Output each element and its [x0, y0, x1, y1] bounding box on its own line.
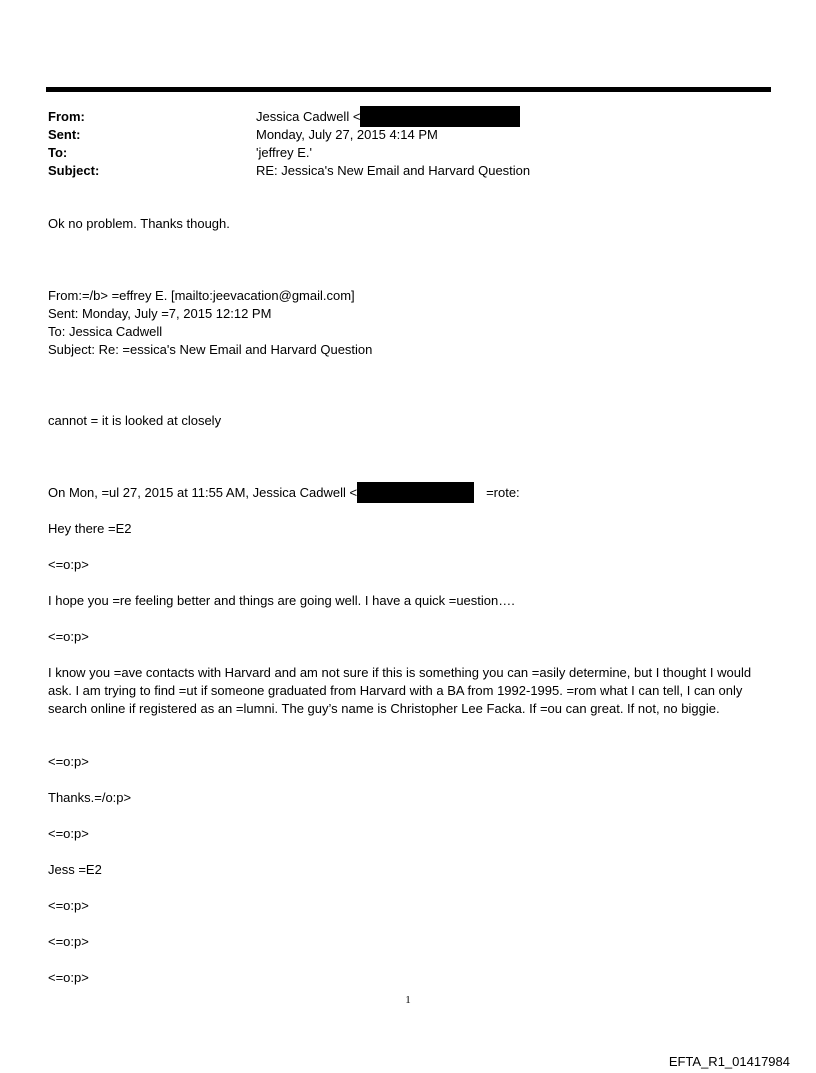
header-sent-value: Monday, July 27, 2015 4:14 PM	[256, 127, 438, 142]
spacer-line: <=o:p>	[48, 898, 89, 913]
spacer-line: <=o:p>	[48, 826, 89, 841]
original-greeting: Hey there =E2	[48, 521, 132, 536]
original-intro-line	[48, 484, 520, 503]
redaction-box	[360, 106, 520, 127]
header-to-value: 'jeffrey E.'	[256, 145, 313, 160]
header-subject-value: RE: Jessica's New Email and Harvard Question	[256, 163, 531, 178]
header-to-label: To:	[48, 145, 68, 160]
original-paragraph: I know you =ave contacts with Harvard and am not sure if this is something you can =asily determine, but I thought I would ask. I am trying to find =ut if someone graduated from Harvard with a BA from 1992-1995. =rom what I can tell, I can only search online if registered as an =lumni. The guy’s name is Christopher Lee Facka. If =ou can great. If not, no biggie.	[48, 665, 752, 716]
reply-body: Ok no problem. Thanks though.	[48, 216, 230, 231]
quoted-to-line: To: Jessica Cadwell	[48, 324, 163, 339]
original-line-hope: I hope you =re feeling better and things are going well. I have a quick =uestion….	[48, 593, 515, 608]
page-number: 1	[405, 994, 411, 1006]
header-subject-row	[48, 162, 768, 180]
header-sent-label: Sent:	[48, 127, 81, 142]
quoted-from-line: From:=/b> =effrey E. [mailto:jeevacation@gmail.com]	[48, 288, 355, 303]
header-from-label: From:	[48, 109, 85, 124]
spacer-line: <=o:p>	[48, 970, 89, 985]
original-signoff: Jess =E2	[48, 862, 102, 877]
spacer-line: <=o:p>	[48, 557, 89, 572]
spacer-line: <=o:p>	[48, 934, 89, 949]
header-sent-row	[48, 126, 768, 144]
quoted-body: cannot = it is looked at closely	[48, 413, 222, 428]
sender-email-bracket: <	[352, 109, 361, 124]
header-from-value	[256, 108, 520, 127]
original-thanks: Thanks.=/o:p>	[48, 790, 132, 805]
original-intro-prefix: On Mon, =ul 27, 2015 at 11:55 AM, Jessica Cadwell <	[48, 485, 358, 500]
header-subject-label: Subject:	[48, 163, 100, 178]
spacer-line: <=o:p>	[48, 629, 89, 644]
top-rule	[46, 87, 771, 92]
quoted-subject-line: Subject: Re: =essica's New Email and Harvard Question	[48, 342, 373, 357]
bates-number: EFTA_R1_01417984	[668, 1054, 790, 1069]
quoted-sent-line: Sent: Monday, July =7, 2015 12:12 PM	[48, 306, 272, 321]
original-intro-suffix: =rote:	[486, 485, 520, 500]
spacer-line: <=o:p>	[48, 754, 89, 769]
header-to-row	[48, 144, 768, 162]
redaction-box	[357, 482, 474, 503]
sender-name: Jessica Cadwell	[256, 109, 350, 124]
header-from-row	[48, 108, 768, 126]
